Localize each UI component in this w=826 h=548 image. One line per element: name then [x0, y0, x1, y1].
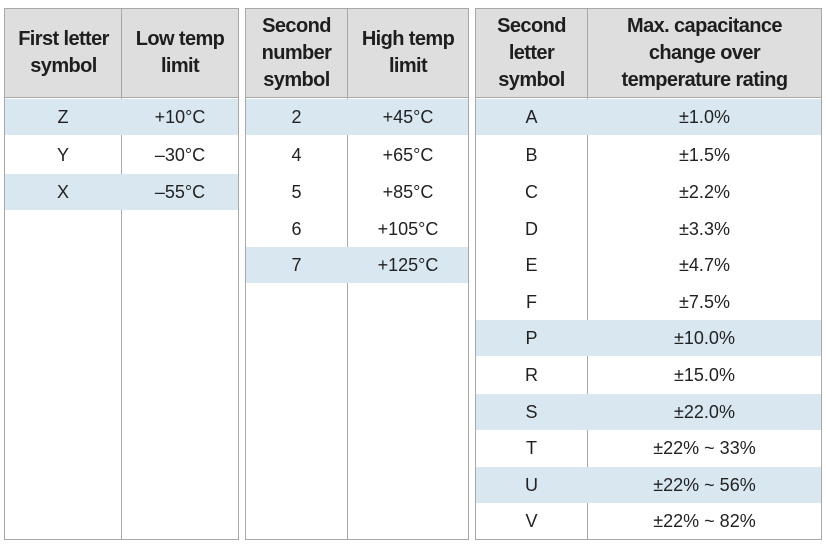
table-row — [476, 320, 821, 356]
capacitance-change-table — [475, 8, 822, 540]
temp-cell: +10°C — [154, 106, 206, 127]
rating-cell: ±7.5% — [679, 291, 730, 312]
temp-cell: +85°C — [382, 181, 434, 202]
header-first-letter-symbol: First letter symbol — [18, 28, 109, 77]
rating-cell: ±15.0% — [674, 364, 735, 385]
symbol-cell: X — [56, 181, 69, 202]
temp-code-table-high — [245, 8, 469, 540]
temp-cell: +105°C — [377, 218, 439, 239]
symbol-cell: Y — [56, 144, 69, 165]
rating-cell: ±4.7% — [679, 254, 730, 275]
rating-cell: ±2.2% — [679, 181, 730, 202]
symbol-cell: R — [525, 364, 538, 385]
rating-cell: ±1.0% — [679, 106, 730, 127]
symbol-cell: P — [525, 327, 538, 348]
rating-cell: ±22% ~ 33% — [653, 437, 756, 458]
column-divider — [121, 9, 122, 539]
rating-cell: ±22% ~ 82% — [653, 510, 756, 531]
table-row — [476, 467, 821, 503]
symbol-cell: 6 — [291, 218, 302, 239]
table-header — [476, 9, 821, 98]
table-header — [246, 9, 468, 98]
table-row — [246, 137, 468, 173]
rating-cell: ±10.0% — [674, 327, 735, 348]
symbol-cell: E — [525, 254, 538, 275]
table-row — [476, 394, 821, 430]
symbol-cell: C — [525, 181, 538, 202]
table-row — [476, 174, 821, 210]
temp-code-table-low — [4, 8, 239, 540]
table-row — [476, 99, 821, 135]
table-row — [476, 211, 821, 247]
temp-cell: –55°C — [154, 181, 206, 202]
symbol-cell: 2 — [291, 106, 302, 127]
rating-cell: ±22.0% — [674, 401, 735, 422]
header-second-letter-symbol: Second letter symbol — [497, 14, 566, 91]
symbol-cell: U — [525, 474, 538, 495]
temp-cell: +65°C — [382, 144, 434, 165]
symbol-cell: 4 — [291, 144, 302, 165]
rating-cell: ±3.3% — [679, 218, 730, 239]
table-row — [476, 137, 821, 173]
table-row — [476, 247, 821, 283]
symbol-cell: A — [525, 106, 538, 127]
symbol-cell: B — [525, 144, 538, 165]
table-row — [476, 284, 821, 320]
temp-cell: +125°C — [377, 254, 439, 275]
symbol-cell: D — [525, 218, 538, 239]
table-row — [5, 99, 238, 135]
symbol-cell: 5 — [291, 181, 302, 202]
symbol-cell: S — [525, 401, 538, 422]
table-row — [246, 99, 468, 135]
header-second-number-symbol: Second number symbol — [261, 14, 332, 91]
table-row — [246, 174, 468, 210]
table-row — [246, 247, 468, 283]
table-row — [476, 503, 821, 539]
rating-cell: ±22% ~ 56% — [653, 474, 756, 495]
temp-cell: +45°C — [382, 106, 434, 127]
rating-cell: ±1.5% — [679, 144, 730, 165]
table-row — [5, 137, 238, 173]
table-row — [476, 357, 821, 393]
symbol-cell: T — [526, 437, 537, 458]
table-row — [476, 430, 821, 466]
table-row — [5, 174, 238, 210]
header-high-temp-limit: High temp limit — [361, 28, 455, 77]
header-low-temp-limit: Low temp limit — [135, 28, 225, 77]
symbol-cell: Z — [57, 106, 69, 127]
symbol-cell: V — [525, 510, 538, 531]
table-row — [246, 211, 468, 247]
header-max-capacitance-change: Max. capacitance change over temperature rating — [621, 14, 788, 91]
symbol-cell: 7 — [291, 254, 302, 275]
symbol-cell: F — [526, 291, 537, 312]
temp-cell: –30°C — [154, 144, 206, 165]
